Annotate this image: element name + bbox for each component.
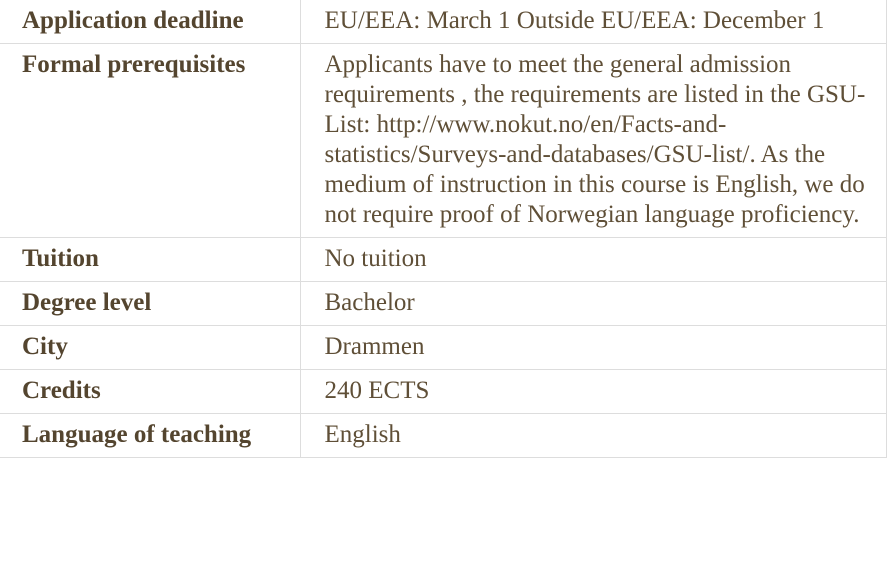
application-deadline-value — [300, 0, 887, 44]
language-of-teaching-value: English — [300, 414, 887, 458]
city-label: City — [0, 326, 300, 370]
table-row-language-of-teaching — [0, 414, 887, 458]
table-row-degree-level — [0, 282, 887, 326]
tuition-value: No tuition — [300, 238, 887, 282]
city-value: Drammen — [300, 326, 887, 370]
language-of-teaching-label: Language of teaching — [0, 414, 300, 458]
formal-prerequisites-label: Formal prerequisites — [0, 44, 300, 238]
table-row-credits — [0, 370, 887, 414]
credits-label: Credits — [0, 370, 300, 414]
credits-value: 240 ECTS — [300, 370, 887, 414]
degree-level-value: Bachelor — [300, 282, 887, 326]
tuition-label: Tuition — [0, 238, 300, 282]
table-row-formal-prerequisites — [0, 44, 887, 238]
formal-prerequisites-value: Applicants have to meet the general admission requirements , the requirements are listed in the GSU-List: http://www.nokut.no/en/Facts-and-statistics/Surveys-and-databases/GSU-list/. As the medium of instruction in this course is English, we do not require proof of Norwegian language proficiency. — [300, 44, 887, 238]
table-row-application-deadline — [0, 0, 887, 44]
application-deadline-label: Application deadline — [0, 0, 300, 44]
table-row-tuition — [0, 238, 887, 282]
degree-level-label: Degree level — [0, 282, 300, 326]
table-row-city — [0, 326, 887, 370]
application-deadline-text: EU/EEA: March 1 Outside EU/EEA: December 1 — [324, 7, 825, 34]
